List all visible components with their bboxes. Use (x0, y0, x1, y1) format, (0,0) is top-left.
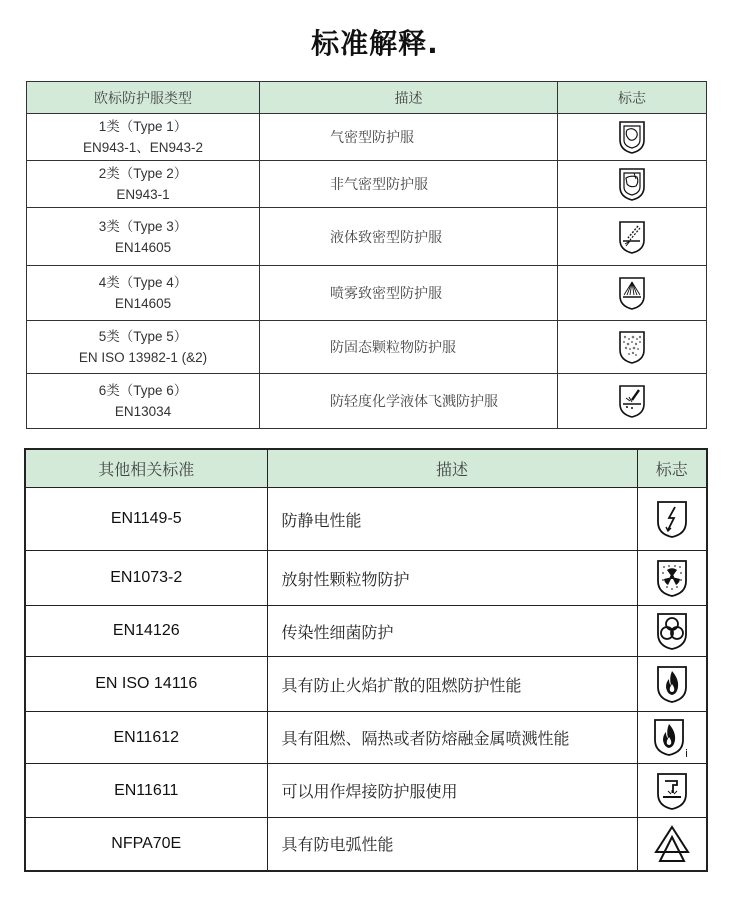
mark-cell (637, 657, 707, 712)
mark-cell (637, 488, 707, 551)
type-label: 1类（Type 1） (98, 119, 188, 134)
table-header-row (27, 82, 707, 114)
welding-icon (655, 771, 689, 811)
type-label: 5类（Type 5） (98, 329, 188, 344)
description-cell: 防固态颗粒物防护服 (260, 321, 558, 374)
type-label: 2类（Type 2） (98, 166, 188, 181)
standard-label: EN13034 (114, 404, 172, 419)
icon-suffix-label: i (684, 746, 688, 759)
heat-flame-icon (652, 717, 692, 759)
table-header-row (25, 449, 707, 488)
standard-label: EN ISO 13982-1 (&2) (78, 350, 208, 365)
header-standard: 其他相关标准 (25, 449, 267, 488)
mark-cell (558, 374, 707, 429)
standard-cell: EN1149-5 (25, 488, 267, 551)
description-cell: 传染性细菌防护 (267, 606, 637, 657)
description-cell: 防轻度化学液体飞溅防护服 (260, 374, 558, 429)
standard-cell: EN11612 (25, 712, 267, 764)
table-row (27, 266, 707, 321)
mark-cell (558, 161, 707, 208)
header-description: 描述 (260, 82, 558, 114)
type-label: 6类（Type 6） (98, 383, 188, 398)
mark-cell (637, 551, 707, 606)
table-row (25, 818, 707, 871)
biohazard-icon (655, 611, 689, 651)
mark-cell (637, 764, 707, 818)
antistatic-icon (655, 499, 689, 539)
standard-cell: EN ISO 14116 (25, 657, 267, 712)
standard-label: EN14605 (114, 296, 172, 311)
table-row (25, 764, 707, 818)
standard-cell: NFPA70E (25, 818, 267, 871)
description-cell: 防静电性能 (267, 488, 637, 551)
liquid-jet-icon (618, 220, 646, 254)
table-row (25, 551, 707, 606)
suit-type-cell (27, 208, 260, 266)
description-cell: 喷雾致密型防护服 (260, 266, 558, 321)
table-row (27, 374, 707, 429)
protective-suit-type-table (26, 81, 707, 429)
table-row (27, 114, 707, 161)
radioactive-particles-icon (655, 558, 689, 598)
header-mark: 标志 (637, 449, 707, 488)
table-row (27, 208, 707, 266)
description-cell: 可以用作焊接防护服使用 (267, 764, 637, 818)
description-cell: 具有防止火焰扩散的阻燃防护性能 (267, 657, 637, 712)
mark-cell (558, 114, 707, 161)
description-cell: 具有防电弧性能 (267, 818, 637, 871)
header-description: 描述 (267, 449, 637, 488)
description-cell: 非气密型防护服 (260, 161, 558, 208)
type-label: 4类（Type 4） (98, 275, 188, 290)
mark-cell (558, 321, 707, 374)
table-row (25, 657, 707, 712)
arc-flash-icon (653, 824, 691, 864)
table-row (25, 712, 707, 764)
suit-type-cell (27, 114, 260, 161)
table-row (25, 488, 707, 551)
page-title: 标准解释. (311, 27, 439, 60)
suit-type-cell (27, 161, 260, 208)
table-row (25, 606, 707, 657)
standard-label: EN943-1 (116, 187, 170, 202)
spray-icon (618, 276, 646, 310)
description-cell: 具有阻燃、隔热或者防熔融金属喷溅性能 (267, 712, 637, 764)
header-suit-type: 欧标防护服类型 (27, 82, 260, 114)
suit-type-cell (27, 266, 260, 321)
description-cell: 液体致密型防护服 (260, 208, 558, 266)
solid-particles-icon (618, 330, 646, 364)
table-row (27, 161, 707, 208)
gas-tight-suit-icon (618, 120, 646, 154)
standard-cell: EN1073-2 (25, 551, 267, 606)
flame-spread-icon (655, 664, 689, 704)
type-label: 3类（Type 3） (98, 218, 188, 234)
table-row (27, 321, 707, 374)
header-mark: 标志 (558, 82, 707, 114)
mark-cell (637, 606, 707, 657)
standard-cell: EN11611 (25, 764, 267, 818)
suit-type-cell (27, 321, 260, 374)
non-gas-tight-suit-icon (618, 167, 646, 201)
standard-label: EN943-1、EN943-2 (82, 140, 204, 155)
mark-cell (558, 266, 707, 321)
mark-cell (558, 208, 707, 266)
standard-label: EN14605 (114, 239, 172, 255)
mark-cell (637, 818, 707, 871)
standard-cell: EN14126 (25, 606, 267, 657)
mark-cell (637, 712, 707, 764)
description-cell: 放射性颗粒物防护 (267, 551, 637, 606)
suit-type-cell (27, 374, 260, 429)
description-cell: 气密型防护服 (260, 114, 558, 161)
other-standards-table (24, 448, 708, 872)
light-splash-icon (618, 384, 646, 418)
